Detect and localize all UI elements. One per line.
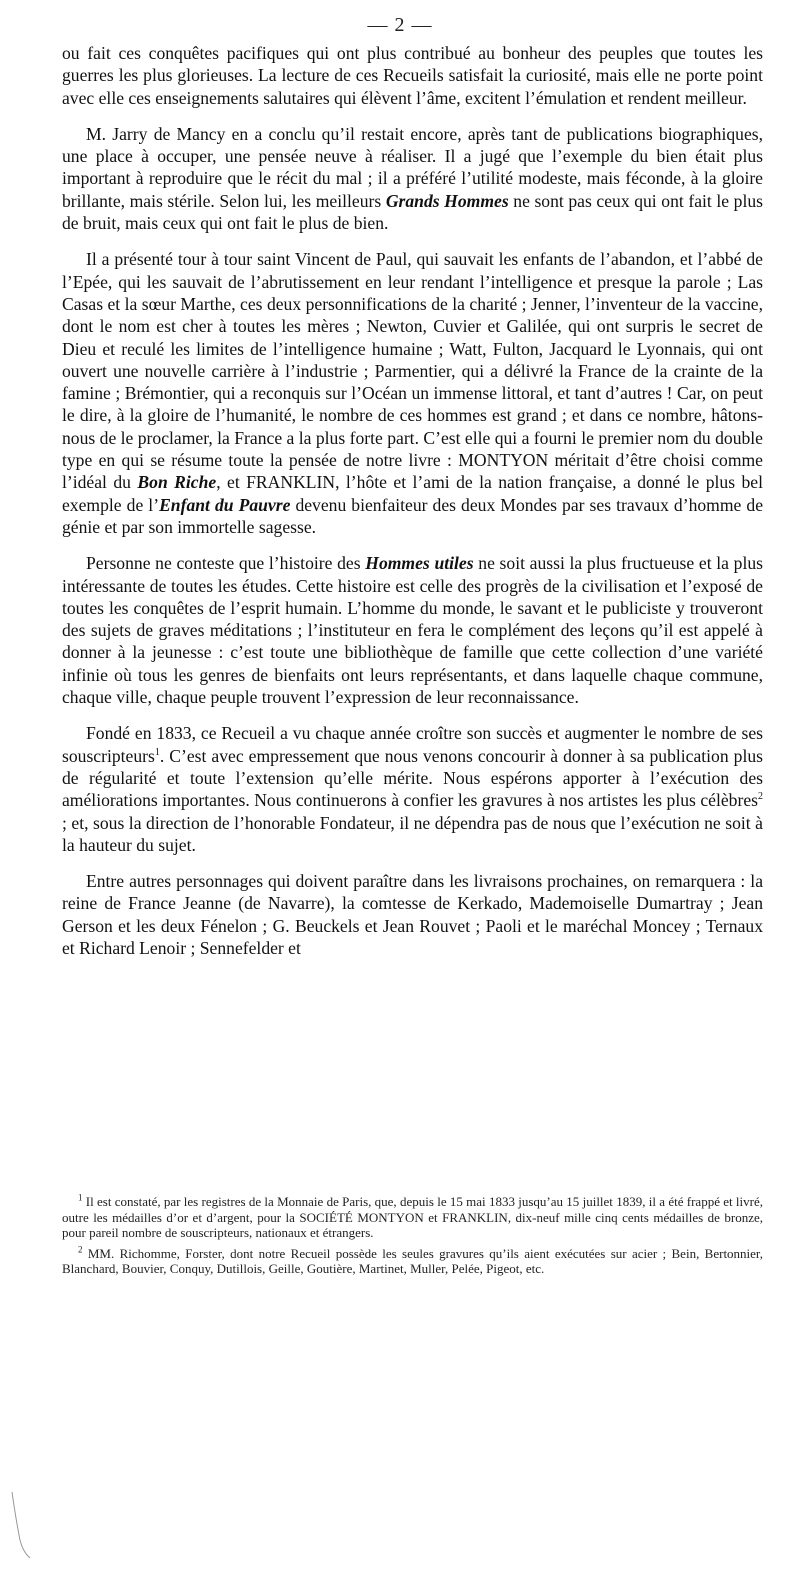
paragraph-p2	[62, 123, 763, 234]
paragraph-text: devenu bienfaiteur des deux Mondes par ses travaux d’homme de génie et par son immortelle sagesse.	[62, 494, 763, 537]
footnote-ref: 1	[154, 746, 160, 758]
footnote-fn2	[62, 1246, 763, 1277]
paragraph-p4	[62, 552, 763, 708]
footnote-marker: 1	[78, 1192, 83, 1203]
paragraph-text: Fondé en 1833, ce Recueil a vu chaque année croître son succès et augmenter le nombre de ses souscripteurs	[62, 723, 763, 766]
italic-title: Bon Riche	[137, 472, 217, 493]
paragraph-text: ne sont pas ceux qui ont fait le plus de bruit, mais ceux qui ont fait le plus de bien.	[62, 190, 763, 234]
footnote-fn1	[62, 1194, 763, 1241]
body-text	[62, 42, 763, 973]
footnote-ref: 2	[758, 791, 763, 803]
footnotes	[62, 1194, 763, 1282]
paragraph-text: ne soit aussi la plus fructueuse et la plus intéressante de toutes les études. Cette histoire est celle des progrès de la civilisation et l’exposé de toutes les conquêtes de l’esprit humain. L’homme du monde, le savant et le publiciste y trouveront des sujets de graves méditations ; l’instituteur en fera le complément des leçons qu’il est appelé à donner à la jeunesse : c’est toute une bibliothèque de famille que cette collection d’une variété infinie où tous les genres de bienfaits ont leurs représentants, et dans laquelle chaque commune, chaque ville, chaque peuple trouvent l’expression de leur reconnaissance.	[62, 553, 764, 708]
footnote-marker: 2	[78, 1244, 83, 1255]
paragraph-p5	[62, 722, 763, 856]
footnote-text: MM. Richomme, Forster, dont notre Recueil possède les seules gravures qu’ils aient exécutées sur acier ; Bein, Bertonnier, Blanchard, Bouvier, Conquy, Dutillois, Geille, Goutière, Martinet, Muller, Pelée, Pigeot, etc.	[62, 1245, 763, 1277]
paragraph-text: Entre autres personnages qui doivent paraître dans les livraisons prochaines, on remarquera : la reine de France Jeanne (de Navarre), la comtesse de Kerkado, Mademoiselle Dumartray ; Jean Gerson et les deux Fénelon ; G. Beuckels et Jean Rouvet ; Paoli et le maréchal Moncey ; Ternaux et Richard Lenoir ; Sennefelder et	[62, 871, 763, 958]
paragraph-text: , et FRANKLIN, l’hôte et l’ami de la nation française, a donné le plus bel exemple de l’	[62, 472, 763, 515]
paragraph-text: ou fait ces conquêtes pacifiques qui ont plus contribué au bonheur des peuples que toutes les guerres les plus glorieuses. La lecture de ces Recueils satisfait la curiosité, mais elle ne porte point avec elle ces enseignements salutaires qui élèvent l’âme, excitent l’émulation et rendent meilleur.	[62, 43, 763, 108]
paragraph-text: Il a présenté tour à tour saint Vincent de Paul, qui sauvait les enfants de l’abandon, et l’abbé de l’Epée, qui les sauvait de l’abrutissement en leur rendant l’intelligence et presque la parole ; Las Casas et la sœur Marthe, ces deux personnifications de la charité ; Jenner, l’inventeur de la vaccine, dont le nom est cher à toutes les mères ; Newton, Cuvier et Galilée, qui ont surpris le secret de Dieu et reculé les limites de l’intelligence humaine ; Watt, Fulton, Jacquard le Lyonnais, qui ont ouvert une nouvelle carrière à l’industrie ; Parmentier, qui a délivré la France de la crainte de la famine ; Brémontier, qui a reconquis sur l’Océan un immense littoral, et tant d’autres ! Car, on peut le dire, à la gloire de l’humanité, le nombre de ces hommes est grand ; et dans ce nombre, hâtons-nous de le proclamer, la France a la plus forte part. C’est elle qui a fourni le premier nom du double type en qui se résume toute la pensée de notre livre : MONTYON méritait d’être choisi comme l’idéal du	[62, 249, 763, 493]
italic-title: Enfant du Pauvre	[159, 494, 291, 515]
pencil-mark-icon	[10, 1490, 32, 1560]
paragraph-p6	[62, 870, 763, 959]
italic-title: Grands Hommes	[385, 190, 509, 211]
italic-title: Hommes utiles	[365, 553, 474, 574]
paragraph-text: ; et, sous la direction de l’honorable Fondateur, il ne dépendra pas de nous que l’exécution ne soit à la hauteur du sujet.	[62, 812, 763, 855]
footnote-text: Il est constaté, par les registres de la Monnaie de Paris, que, depuis le 15 mai 1833 jusqu’au 15 juillet 1839, il a été frappé et livré, outre les médailles d’or et d’argent, pour la SOCIÉTÉ MONTYON et FRANKLIN, dix-neuf mille cinq cents médailles de bronze, pour pareil nombre de souscripteurs, nationaux et étrangers.	[62, 1194, 763, 1241]
paragraph-text: . C’est avec empressement que nous venons concourir à donner à sa publication plus de régularité et toute l’extension qu’elle mérite. Nous espérons apporter à l’exécution des améliorations importantes. Nous continuerons à confier les gravures à nos artistes les plus célèbres	[62, 745, 763, 811]
page-number: — 2 —	[367, 14, 433, 36]
paragraph-text: Personne ne conteste que l’histoire des	[86, 553, 366, 574]
paragraph-p1	[62, 42, 763, 109]
paragraph-p3	[62, 248, 763, 538]
paragraph-text: M. Jarry de Mancy en a conclu qu’il restait encore, après tant de publications biographiques, une place à occuper, une pensée neuve à réaliser. Il a jugé que l’exemple du bien était plus important à reproduire que le récit du mal ; il a préféré l’utilité modeste, mais féconde, à la gloire brillante, mais stérile. Selon lui, les meilleurs	[62, 123, 763, 211]
